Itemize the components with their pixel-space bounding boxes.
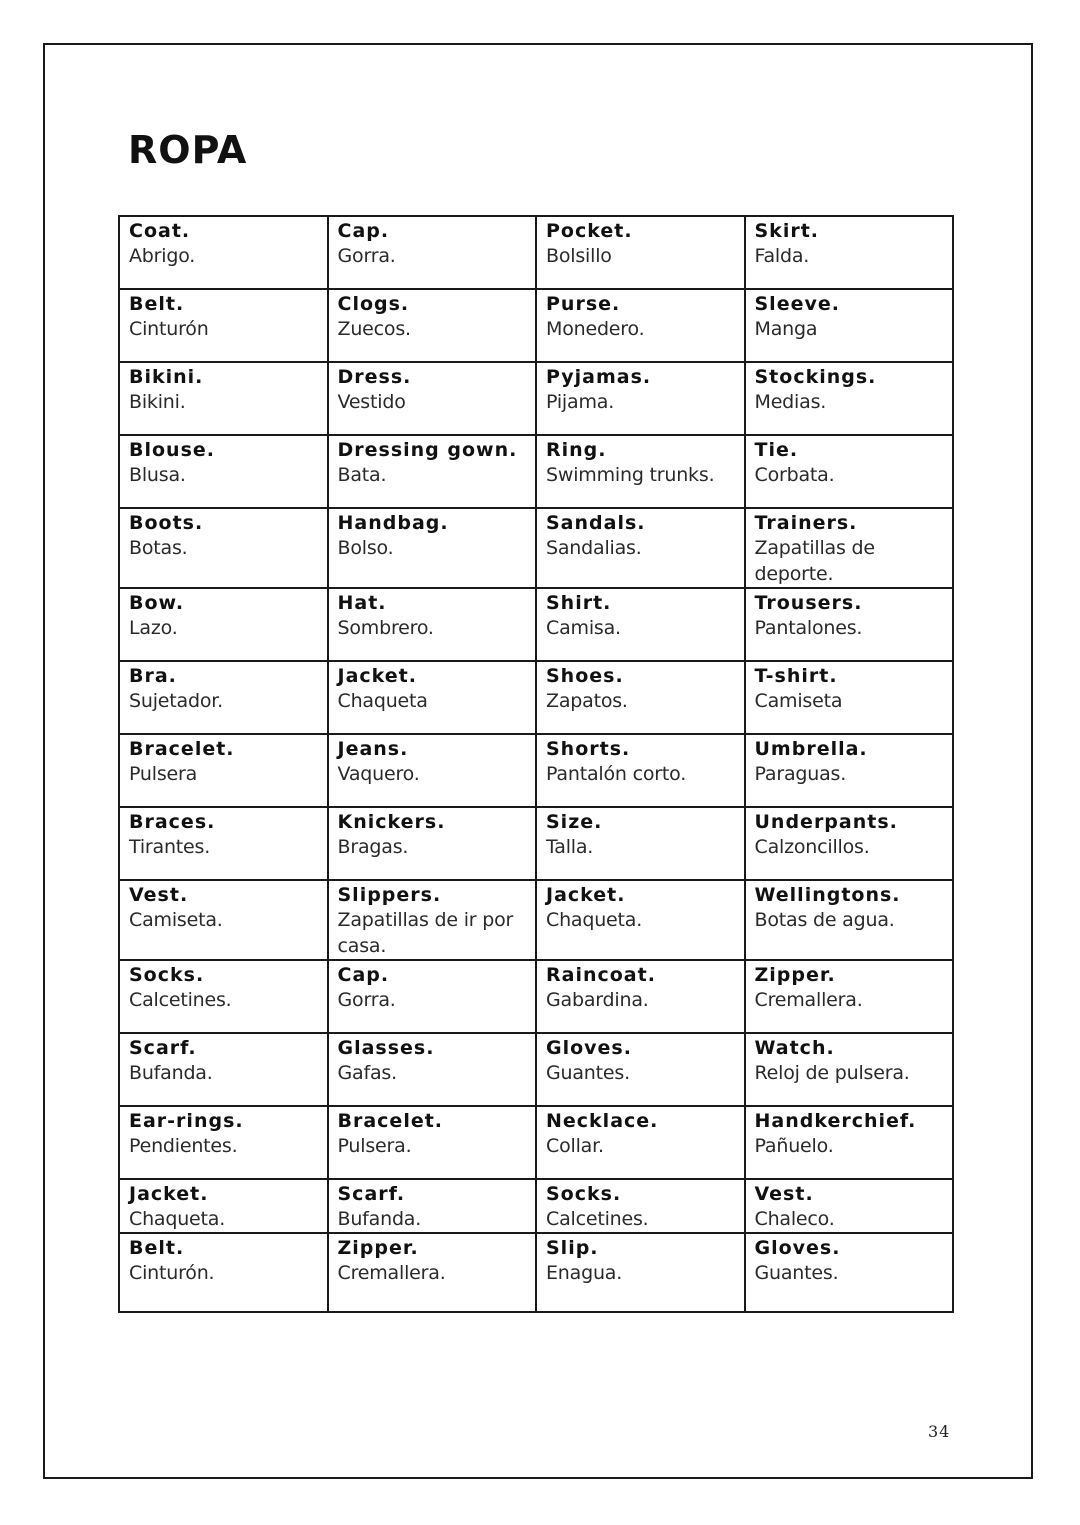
spanish-translation: Vaquero.: [337, 763, 420, 785]
english-word: Shirt.: [546, 592, 612, 614]
english-word: Skirt.: [754, 220, 820, 242]
vocab-cell: [536, 1106, 745, 1179]
spanish-translation: Camiseta.: [129, 909, 223, 931]
english-word: Ear-rings.: [129, 1110, 244, 1132]
spanish-translation: Swimming trunks.: [546, 464, 715, 486]
spanish-translation: Gorra.: [337, 245, 396, 267]
spanish-translation: Lazo.: [129, 617, 178, 639]
vocab-cell: [328, 734, 537, 807]
spanish-translation: Gafas.: [337, 1062, 397, 1084]
vocab-cell: [536, 508, 745, 588]
english-word: Bikini.: [129, 366, 204, 388]
vocab-cell: [536, 588, 745, 661]
english-word: Shoes.: [546, 665, 624, 687]
vocab-cell: [328, 1179, 537, 1233]
vocab-cell: [536, 661, 745, 734]
vocab-cell: [328, 588, 537, 661]
english-word: Scarf.: [337, 1183, 406, 1205]
table-row: [119, 661, 953, 734]
spanish-translation: Chaqueta.: [129, 1208, 226, 1230]
english-word: Knickers.: [337, 811, 446, 833]
vocab-cell: [536, 807, 745, 880]
spanish-translation: Vestido: [337, 391, 406, 413]
english-word: Necklace.: [546, 1110, 659, 1132]
spanish-translation: Pulsera: [129, 763, 198, 785]
spanish-translation: Falda.: [754, 245, 810, 267]
english-word: Braces.: [129, 811, 216, 833]
vocab-cell: [745, 1033, 954, 1106]
vocab-cell: [328, 661, 537, 734]
vocab-cell: [119, 435, 328, 508]
spanish-translation: Cinturón.: [129, 1262, 215, 1284]
spanish-translation: Calcetines.: [546, 1208, 649, 1230]
english-word: Sleeve.: [754, 293, 840, 315]
english-word: Jacket.: [546, 884, 626, 906]
english-word: Purse.: [546, 293, 621, 315]
vocab-cell: [536, 362, 745, 435]
english-word: Bra.: [129, 665, 177, 687]
vocab-cell: [119, 734, 328, 807]
english-word: Handkerchief.: [754, 1110, 917, 1132]
vocab-cell: [119, 289, 328, 362]
english-word: Scarf.: [129, 1037, 197, 1059]
vocab-cell: [328, 880, 537, 960]
spanish-translation: Monedero.: [546, 318, 645, 340]
vocab-cell: [328, 1033, 537, 1106]
vocab-cell: [745, 807, 954, 880]
spanish-translation: Cremallera.: [754, 989, 863, 1011]
table-row: [119, 960, 953, 1033]
english-word: Dress.: [337, 366, 412, 388]
vocab-cell: [745, 1179, 954, 1233]
english-word: Watch.: [754, 1037, 835, 1059]
spanish-translation: Pulsera.: [337, 1135, 412, 1157]
spanish-translation: Pendientes.: [129, 1135, 238, 1157]
spanish-translation: Reloj de pulsera.: [754, 1062, 910, 1084]
spanish-translation: Sombrero.: [337, 617, 434, 639]
page-title: ROPA: [128, 128, 248, 172]
vocab-cell: [745, 588, 954, 661]
english-word: Bracelet.: [129, 738, 235, 760]
spanish-translation: Chaqueta: [337, 690, 428, 712]
table-row: [119, 508, 953, 588]
english-word: Sandals.: [546, 512, 646, 534]
english-word: Belt.: [129, 293, 185, 315]
table-row: [119, 1033, 953, 1106]
english-word: Vest.: [129, 884, 189, 906]
english-word: T-shirt.: [754, 665, 838, 687]
vocab-cell: [328, 807, 537, 880]
english-word: Clogs.: [337, 293, 410, 315]
vocab-cell: [328, 435, 537, 508]
table-row: [119, 1179, 953, 1233]
english-word: Boots.: [129, 512, 204, 534]
english-word: Shorts.: [546, 738, 631, 760]
spanish-translation: Calzoncillos.: [754, 836, 870, 858]
english-word: Trousers.: [754, 592, 863, 614]
spanish-translation: Abrigo.: [129, 245, 196, 267]
table-row: [119, 734, 953, 807]
vocab-cell: [745, 1233, 954, 1312]
vocab-cell: [328, 1233, 537, 1312]
english-word: Pyjamas.: [546, 366, 652, 388]
english-word: Stockings.: [754, 366, 877, 388]
spanish-translation: Zapatos.: [546, 690, 628, 712]
english-word: Jeans.: [337, 738, 409, 760]
english-word: Vest.: [754, 1183, 814, 1205]
vocab-cell: [536, 1033, 745, 1106]
english-word: Slippers.: [337, 884, 442, 906]
spanish-translation: Zapatillas de ir por casa.: [337, 909, 514, 957]
spanish-translation: Botas de agua.: [754, 909, 895, 931]
spanish-translation: Sujetador.: [129, 690, 223, 712]
table-row: [119, 588, 953, 661]
spanish-translation: Collar.: [546, 1135, 604, 1157]
english-word: Gloves.: [754, 1237, 841, 1259]
english-word: Trainers.: [754, 512, 858, 534]
vocab-cell: [119, 661, 328, 734]
spanish-translation: Paraguas.: [754, 763, 847, 785]
vocab-cell: [536, 1233, 745, 1312]
vocab-cell: [536, 289, 745, 362]
table-row: [119, 1106, 953, 1179]
vocab-cell: [119, 1179, 328, 1233]
table-row: [119, 1233, 953, 1312]
spanish-translation: Manga: [754, 318, 818, 340]
vocab-cell: [328, 289, 537, 362]
spanish-translation: Pantalón corto.: [546, 763, 687, 785]
spanish-translation: Pañuelo.: [754, 1135, 834, 1157]
spanish-translation: Enagua.: [546, 1262, 623, 1284]
page-number: 34: [928, 1422, 951, 1441]
vocab-cell: [745, 880, 954, 960]
spanish-translation: Talla.: [546, 836, 594, 858]
english-word: Jacket.: [129, 1183, 209, 1205]
spanish-translation: Cinturón: [129, 318, 209, 340]
english-word: Coat.: [129, 220, 191, 242]
table-row: [119, 289, 953, 362]
spanish-translation: Bufanda.: [129, 1062, 213, 1084]
vocab-cell: [328, 362, 537, 435]
vocab-cell: [536, 1179, 745, 1233]
english-word: Tie.: [754, 439, 799, 461]
spanish-translation: Bikini.: [129, 391, 186, 413]
spanish-translation: Gorra.: [337, 989, 396, 1011]
english-word: Zipper.: [337, 1237, 419, 1259]
vocab-cell: [745, 1106, 954, 1179]
vocab-cell: [745, 508, 954, 588]
vocab-cell: [119, 1233, 328, 1312]
table-row: [119, 880, 953, 960]
spanish-translation: Blusa.: [129, 464, 186, 486]
english-word: Belt.: [129, 1237, 185, 1259]
english-word: Jacket.: [337, 665, 417, 687]
spanish-translation: Bolsillo: [546, 245, 612, 267]
vocabulary-table: [118, 215, 954, 1313]
english-word: Pocket.: [546, 220, 633, 242]
spanish-translation: Corbata.: [754, 464, 835, 486]
vocab-cell: [745, 661, 954, 734]
spanish-translation: Tirantes.: [129, 836, 211, 858]
english-word: Bracelet.: [337, 1110, 444, 1132]
vocab-cell: [328, 960, 537, 1033]
vocab-cell: [328, 508, 537, 588]
vocab-cell: [536, 435, 745, 508]
vocab-cell: [745, 435, 954, 508]
vocab-cell: [119, 807, 328, 880]
english-word: Bow.: [129, 592, 185, 614]
spanish-translation: Bufanda.: [337, 1208, 422, 1230]
spanish-translation: Bolso.: [337, 537, 394, 559]
table-row: [119, 435, 953, 508]
spanish-translation: Guantes.: [546, 1062, 630, 1084]
english-word: Cap.: [337, 220, 390, 242]
english-word: Gloves.: [546, 1037, 632, 1059]
spanish-translation: Camisa.: [546, 617, 621, 639]
vocab-cell: [119, 1033, 328, 1106]
english-word: Underpants.: [754, 811, 898, 833]
vocab-cell: [745, 216, 954, 289]
vocab-cell: [328, 216, 537, 289]
english-word: Blouse.: [129, 439, 215, 461]
vocab-cell: [745, 289, 954, 362]
spanish-translation: Bata.: [337, 464, 387, 486]
spanish-translation: Medias.: [754, 391, 827, 413]
vocab-cell: [536, 734, 745, 807]
table-row: [119, 362, 953, 435]
english-word: Glasses.: [337, 1037, 435, 1059]
vocab-cell: [745, 734, 954, 807]
spanish-translation: Sandalias.: [546, 537, 642, 559]
english-word: Size.: [546, 811, 603, 833]
vocab-cell: [119, 588, 328, 661]
vocab-cell: [745, 362, 954, 435]
spanish-translation: Pijama.: [546, 391, 615, 413]
english-word: Raincoat.: [546, 964, 656, 986]
vocab-cell: [745, 960, 954, 1033]
spanish-translation: Botas.: [129, 537, 188, 559]
english-word: Zipper.: [754, 964, 836, 986]
spanish-translation: Zapatillas de deporte.: [754, 537, 875, 585]
english-word: Cap.: [337, 964, 390, 986]
vocab-cell: [119, 362, 328, 435]
spanish-translation: Cremallera.: [337, 1262, 446, 1284]
english-word: Slip.: [546, 1237, 599, 1259]
spanish-translation: Gabardina.: [546, 989, 649, 1011]
spanish-translation: Calcetines.: [129, 989, 232, 1011]
vocab-cell: [536, 960, 745, 1033]
english-word: Socks.: [129, 964, 205, 986]
english-word: Dressing gown.: [337, 439, 518, 461]
vocab-cell: [536, 880, 745, 960]
english-word: Socks.: [546, 1183, 622, 1205]
english-word: Umbrella.: [754, 738, 868, 760]
spanish-translation: Guantes.: [754, 1262, 839, 1284]
vocab-cell: [119, 1106, 328, 1179]
english-word: Wellingtons.: [754, 884, 901, 906]
vocab-cell: [536, 216, 745, 289]
vocab-cell: [119, 216, 328, 289]
english-word: Hat.: [337, 592, 387, 614]
vocab-cell: [119, 880, 328, 960]
english-word: Handbag.: [337, 512, 449, 534]
vocab-cell: [119, 508, 328, 588]
spanish-translation: Bragas.: [337, 836, 409, 858]
english-word: Ring.: [546, 439, 607, 461]
spanish-translation: Camiseta: [754, 690, 843, 712]
spanish-translation: Chaleco.: [754, 1208, 835, 1230]
vocab-cell: [328, 1106, 537, 1179]
spanish-translation: Pantalones.: [754, 617, 863, 639]
table-row: [119, 807, 953, 880]
spanish-translation: Chaqueta.: [546, 909, 643, 931]
table-row: [119, 216, 953, 289]
spanish-translation: Zuecos.: [337, 318, 411, 340]
vocab-cell: [119, 960, 328, 1033]
